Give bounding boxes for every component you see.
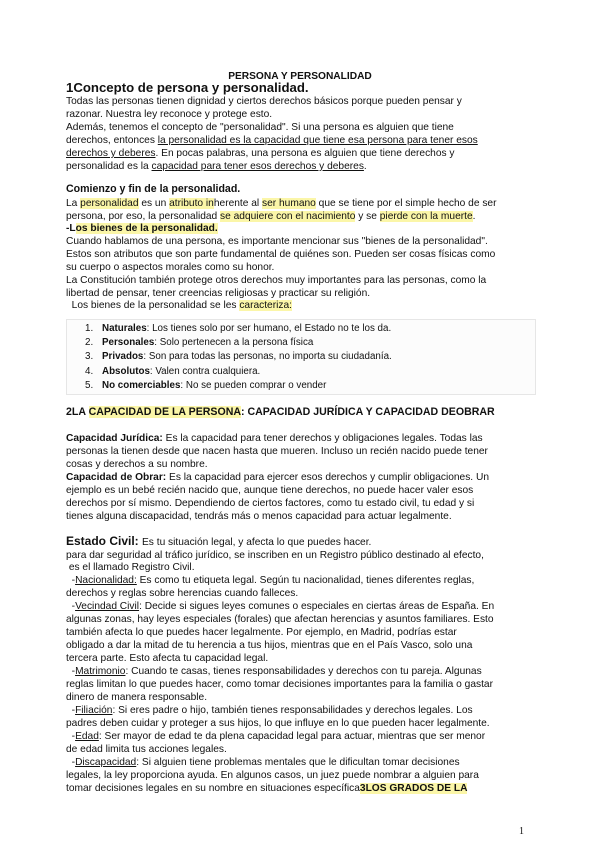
highlighted-text: CAPACIDAD DE LA PERSONA bbox=[88, 406, 242, 418]
list-item bbox=[85, 322, 391, 335]
underlined-text: Filiación bbox=[75, 705, 113, 716]
text-run: -L bbox=[66, 223, 76, 234]
paragraph-line: derechos por sí mismo. Dependiendo de ciertos factores, como tu estado civil, tu edad y si bbox=[66, 498, 475, 509]
paragraph-line bbox=[66, 432, 536, 445]
underlined-text: Nacionalidad: bbox=[75, 575, 137, 586]
paragraph-line: también afecta lo que puedes hacer legalmente. Por ejemplo, en Madrid, podrías estar bbox=[66, 627, 457, 638]
highlighted-text: os bienes de la personalidad. bbox=[75, 223, 218, 234]
text-run: : Si eres padre o hijo, también tienes responsabilidades y derechos legales. Los bbox=[112, 705, 473, 716]
paragraph-line bbox=[66, 471, 536, 484]
highlighted-heading-start: 3LOS GRADOS DE LA bbox=[359, 783, 468, 794]
paragraph-line bbox=[66, 600, 536, 613]
paragraph-line bbox=[66, 299, 536, 312]
list-item bbox=[85, 379, 326, 392]
list-desc: : Son para todas las personas, no importa su ciudadanía. bbox=[143, 351, 392, 362]
paragraph-line: es el llamado Registro Civil. bbox=[66, 562, 195, 573]
text-run: - bbox=[66, 575, 76, 586]
paragraph-line: legales, la ley proporciona ayuda. En algunos casos, un juez puede nombrar a alguien para bbox=[66, 770, 479, 781]
page-number: 1 bbox=[519, 826, 524, 837]
paragraph-line: Cuando hablamos de una persona, es importante mencionar sus "bienes de la personalidad". bbox=[66, 236, 488, 247]
underlined-text: capacidad para tener esos derechos y deberes bbox=[151, 161, 364, 172]
underlined-text: la personalidad es la capacidad que tiene esa persona para tener esos bbox=[157, 135, 478, 146]
term-estado-civil: Estado Civil: bbox=[66, 534, 143, 548]
paragraph-line bbox=[66, 756, 536, 769]
paragraph-line: Además, tenemos el concepto de "personalidad". Si una persona es alguien que tiene bbox=[66, 122, 454, 133]
paragraph-line: Estos son atributos que son parte fundamental de quiénes son. Pueden ser cosas físicas como bbox=[66, 249, 496, 260]
paragraph-line: derechos y reglas sobre herencias cuando falleces. bbox=[66, 588, 299, 599]
text-run: Es como tu etiqueta legal. Según tu nacionalidad, tienes diferentes reglas, bbox=[136, 575, 475, 586]
list-number: 3. bbox=[85, 351, 94, 362]
list-term: Absolutos bbox=[102, 366, 150, 377]
text-run: La bbox=[66, 198, 81, 209]
paragraph-line: obligado a dar la mitad de tu herencia a tus hijos, mientras que en el País Vasco, solo una bbox=[66, 640, 473, 651]
text-run: - bbox=[66, 601, 76, 612]
text-run: : Cuando te casas, tienes responsabilidades y derechos con tu pareja. Algunas bbox=[125, 666, 482, 677]
list-desc: : Los tienes solo por ser humano, el Estado no te los da. bbox=[146, 323, 392, 334]
paragraph-line bbox=[66, 782, 536, 795]
list-item bbox=[85, 336, 313, 349]
term-capacidad-juridica: Capacidad Jurídica: bbox=[66, 433, 166, 444]
paragraph-line: La Constitución también protege otros derechos muy importantes para las personas, como la bbox=[66, 275, 487, 286]
paragraph-line: tienes alguna discapacidad, tendrás más o menos capacidad para actuar legalmente. bbox=[66, 511, 452, 522]
paragraph-line: ejemplo es un bebé recién nacido que, aunque tiene derechos, no puede hacer valer esos bbox=[66, 485, 474, 496]
text-run: persona, por eso, la personalidad bbox=[66, 211, 221, 222]
list-number: 4. bbox=[85, 366, 94, 377]
text-run: - bbox=[66, 757, 76, 768]
paragraph-line: algunas zonas, hay leyes especiales (forales) que afectan herencias y asuntos familiares. Esto bbox=[66, 614, 494, 625]
paragraph-line bbox=[66, 197, 536, 210]
highlighted-text: caracteriza: bbox=[239, 300, 292, 311]
underlined-text: Discapacidad bbox=[75, 757, 137, 768]
highlighted-text: personalidad bbox=[80, 198, 139, 209]
list-term: Privados bbox=[102, 351, 144, 362]
paragraph-line: de edad limita tus acciones legales. bbox=[66, 744, 227, 755]
paragraph-line: cosas y derechos a su nombre. bbox=[66, 459, 208, 470]
list-term: Personales bbox=[102, 337, 155, 348]
list-number: 5. bbox=[85, 380, 94, 391]
text-run: Es la capacidad para ejercer esos derechos y cumplir obligaciones. Un bbox=[169, 472, 489, 483]
underlined-text: derechos y deberes bbox=[66, 148, 156, 159]
text-run: que se tiene por el simple hecho de ser bbox=[315, 198, 497, 209]
paragraph-line bbox=[66, 704, 536, 717]
document-title: PERSONA Y PERSONALIDAD bbox=[228, 71, 372, 82]
text-run: : Si alguien tiene problemas mentales que le dificultan tomar decisiones bbox=[136, 757, 460, 768]
text-run: Es tu situación legal, y afecta lo que puedes hacer. bbox=[142, 537, 372, 548]
subheading-bienes bbox=[66, 222, 536, 235]
list-desc: : Solo pertenecen a la persona física bbox=[154, 337, 314, 348]
paragraph-line: dinero de manera responsable. bbox=[66, 692, 208, 703]
term-capacidad-obrar: Capacidad de Obrar: bbox=[66, 472, 170, 483]
list-item bbox=[85, 350, 392, 363]
text-run: y se bbox=[355, 211, 380, 222]
list-item bbox=[85, 365, 260, 378]
section-3-heading bbox=[66, 406, 536, 419]
text-run: herente al bbox=[213, 198, 263, 209]
list-term: No comerciables bbox=[102, 380, 181, 391]
paragraph-line: personas la tienen desde que nacen hasta que mueren. Incluso un recién nacido puede tener bbox=[66, 446, 488, 457]
paragraph-line: tercera parte. Esto afecta tu capacidad legal. bbox=[66, 653, 269, 664]
text-run: derechos, entonces bbox=[66, 135, 158, 146]
text-run: Es la capacidad para tener derechos y obligaciones legales. Todas las bbox=[165, 433, 483, 444]
paragraph-line: padres deben cuidar y proteger a sus hijos, lo que influye en lo que pueden hacer legalmente. bbox=[66, 718, 490, 729]
paragraph-line bbox=[66, 160, 536, 173]
highlighted-text: pierde con la muerte bbox=[379, 211, 473, 222]
list-desc: : Valen contra cualquiera. bbox=[149, 366, 261, 377]
text-run: Los bienes de la personalidad se les bbox=[66, 300, 240, 311]
paragraph-line bbox=[66, 134, 536, 147]
highlighted-text: atributo in bbox=[169, 198, 214, 209]
text-run: . En pocas palabras, una persona es alguien que tiene derechos y bbox=[155, 148, 455, 159]
text-run: : Ser mayor de edad te da plena capacidad legal para actuar, mientras que ser menor bbox=[98, 731, 486, 742]
paragraph-line: su cuerpo o aspectos morales como su honor. bbox=[66, 262, 275, 273]
paragraph-line: para dar seguridad al tráfico jurídico, se inscriben en un Registro público destinado al efecto, bbox=[66, 550, 484, 561]
paragraph-line bbox=[66, 535, 536, 549]
text-run: - bbox=[66, 731, 76, 742]
paragraph-line: razonar. Nuestra ley reconoce y protege esto. bbox=[66, 109, 273, 120]
paragraph-line: Todas las personas tienen dignidad y ciertos derechos básicos porque pueden pensar y bbox=[66, 96, 462, 107]
text-run: tomar decisiones legales en su nombre en situaciones específica bbox=[66, 783, 360, 794]
text-run: - bbox=[66, 705, 76, 716]
section-2-heading: Comienzo y fin de la personalidad. bbox=[66, 183, 241, 195]
text-run: es un bbox=[138, 198, 170, 209]
text-run: 2LA bbox=[66, 406, 89, 418]
list-term: Naturales bbox=[102, 323, 147, 334]
text-run: : CAPACIDAD JURÍDICA Y CAPACIDAD DEOBRAR bbox=[241, 406, 495, 418]
highlighted-text: se adquiere con el nacimiento bbox=[220, 211, 356, 222]
section-1-heading: 1Concepto de persona y personalidad. bbox=[66, 80, 309, 95]
paragraph-line bbox=[66, 574, 536, 587]
underlined-text: Edad bbox=[75, 731, 99, 742]
underlined-text: Matrimonio bbox=[75, 666, 126, 677]
paragraph-line bbox=[66, 665, 536, 678]
underlined-text: Vecindad Civil bbox=[75, 601, 140, 612]
highlighted-text: ser humano bbox=[262, 198, 316, 209]
text-run: - bbox=[66, 666, 76, 677]
list-number: 2. bbox=[85, 337, 94, 348]
paragraph-line: libertad de pensar, tener creencias religiosas y practicar su religión. bbox=[66, 288, 371, 299]
text-run: : Decide si sigues leyes comunes o especiales en ciertas áreas de España. En bbox=[139, 601, 495, 612]
text-run: . bbox=[472, 211, 476, 222]
text-run: . bbox=[363, 161, 367, 172]
paragraph-line bbox=[66, 147, 536, 160]
list-desc: : No se pueden comprar o vender bbox=[180, 380, 327, 391]
paragraph-line bbox=[66, 730, 536, 743]
text-run: personalidad es la bbox=[66, 161, 152, 172]
characteristics-list bbox=[66, 319, 536, 395]
paragraph-line: reglas limitan lo que puedes hacer, como tomar decisiones importantes para la familia o gastar bbox=[66, 679, 493, 690]
list-number: 1. bbox=[85, 323, 94, 334]
